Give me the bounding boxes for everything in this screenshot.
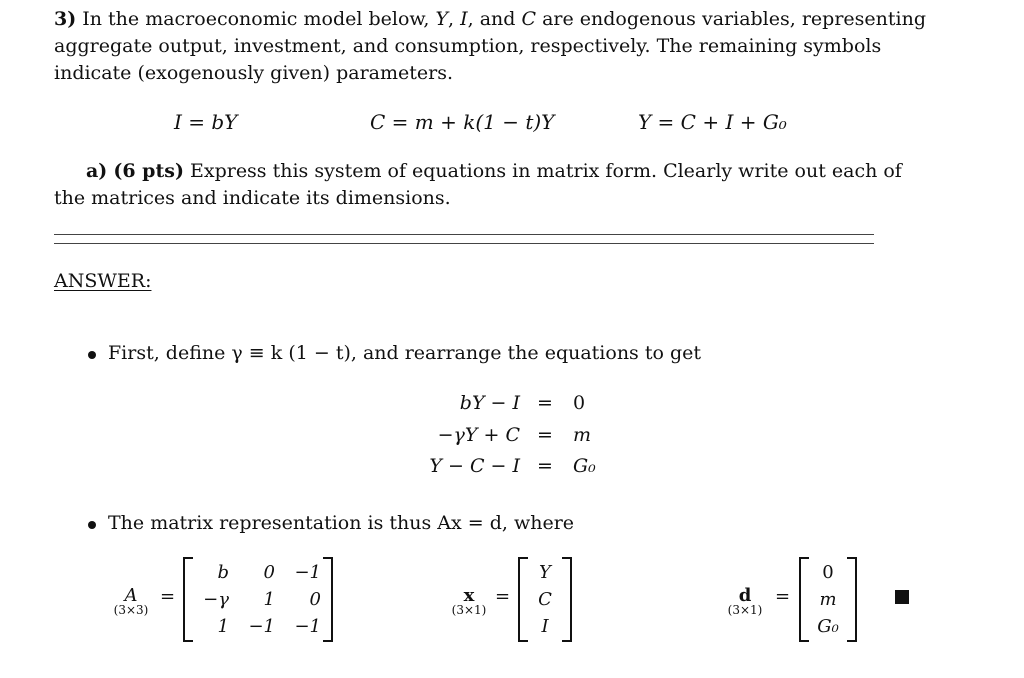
answer-heading: ANSWER: bbox=[54, 270, 152, 292]
equals-d: = bbox=[775, 586, 791, 607]
system-row-1-rhs: 0 bbox=[573, 392, 586, 414]
vector-d-cell: 0 bbox=[822, 562, 834, 583]
matrix-A-cell: 1 bbox=[217, 616, 229, 637]
matrix-A-cell: 0 bbox=[309, 589, 321, 610]
equals-A: = bbox=[160, 586, 176, 607]
intro-text-1: In the macroeconomic model below, bbox=[82, 8, 436, 30]
part-a-text: Express this system of equations in matrix form. Clearly write out each of the matrices and indicate its dimensions. bbox=[54, 160, 902, 209]
equation-investment: I = bY bbox=[174, 110, 238, 134]
part-a-label: a) bbox=[86, 160, 108, 182]
system-row-2-lhs: −γY + C bbox=[437, 424, 520, 446]
intro-text-4: are endogenous variables, representing aggregate output, investment, and consumption, respectively. The remaining symbols indicate (exogenously given) parameters. bbox=[54, 8, 926, 84]
bullet-2 bbox=[88, 521, 96, 529]
system-row-3-op: = bbox=[537, 455, 553, 477]
var-Y: Y bbox=[435, 8, 449, 30]
question-number: 3) bbox=[54, 8, 77, 30]
step-1-text: First, define γ ≡ k (1 − t), and rearrange the equations to get bbox=[108, 342, 701, 364]
qed-square-icon bbox=[895, 590, 909, 604]
var-I: I bbox=[460, 8, 468, 30]
matrix-A-cell: −1 bbox=[294, 562, 321, 583]
intro-text-2: , bbox=[448, 8, 461, 30]
intro-text-3: , and bbox=[467, 8, 522, 30]
matrix-A-label bbox=[108, 585, 154, 617]
vector-d-cell: G₀ bbox=[817, 616, 839, 637]
vector-x-cell: C bbox=[538, 589, 552, 610]
vector-d-label bbox=[722, 585, 768, 617]
matrix-A-cell: −1 bbox=[248, 616, 275, 637]
equation-output: Y = C + I + G₀ bbox=[638, 110, 787, 134]
part-a-points: (6 pts) bbox=[113, 160, 184, 182]
problem-statement bbox=[54, 6, 934, 87]
vector-d bbox=[799, 557, 857, 642]
vector-x-cell: Y bbox=[539, 562, 551, 583]
matrix-A-cell: −γ bbox=[203, 589, 229, 610]
vector-x-label bbox=[446, 585, 492, 617]
system-row-1-lhs: bY − I bbox=[459, 392, 520, 414]
equation-consumption: C = m + k(1 − t)Y bbox=[370, 110, 555, 134]
vector-x bbox=[518, 557, 572, 642]
matrix-A bbox=[183, 557, 333, 642]
separator-rule bbox=[54, 234, 874, 244]
matrix-A-cell: −1 bbox=[294, 616, 321, 637]
matrix-A-dim: (3×3) bbox=[113, 603, 149, 617]
vector-d-cell: m bbox=[819, 589, 837, 610]
vector-x-name: x bbox=[463, 585, 475, 606]
part-a bbox=[54, 158, 934, 212]
matrix-A-cell: b bbox=[217, 562, 229, 583]
system-row-1-op: = bbox=[537, 392, 553, 414]
vector-x-cell: I bbox=[541, 616, 549, 637]
matrix-A-cell: 1 bbox=[263, 589, 275, 610]
equals-x: = bbox=[495, 586, 511, 607]
vector-d-dim: (3×1) bbox=[727, 603, 763, 617]
vector-d-name: d bbox=[738, 585, 752, 606]
var-C: C bbox=[521, 8, 537, 30]
step-2-text: The matrix representation is thus Ax = d, where bbox=[108, 512, 575, 534]
system-row-3-rhs: G₀ bbox=[573, 455, 596, 477]
vector-x-dim: (3×1) bbox=[451, 603, 487, 617]
matrix-A-cell: 0 bbox=[263, 562, 275, 583]
bullet-1 bbox=[88, 351, 96, 359]
system-row-2-rhs: m bbox=[573, 424, 592, 446]
system-row-3-lhs: Y − C − I bbox=[429, 455, 520, 477]
system-row-2-op: = bbox=[537, 424, 553, 446]
matrix-A-name: A bbox=[124, 585, 138, 606]
